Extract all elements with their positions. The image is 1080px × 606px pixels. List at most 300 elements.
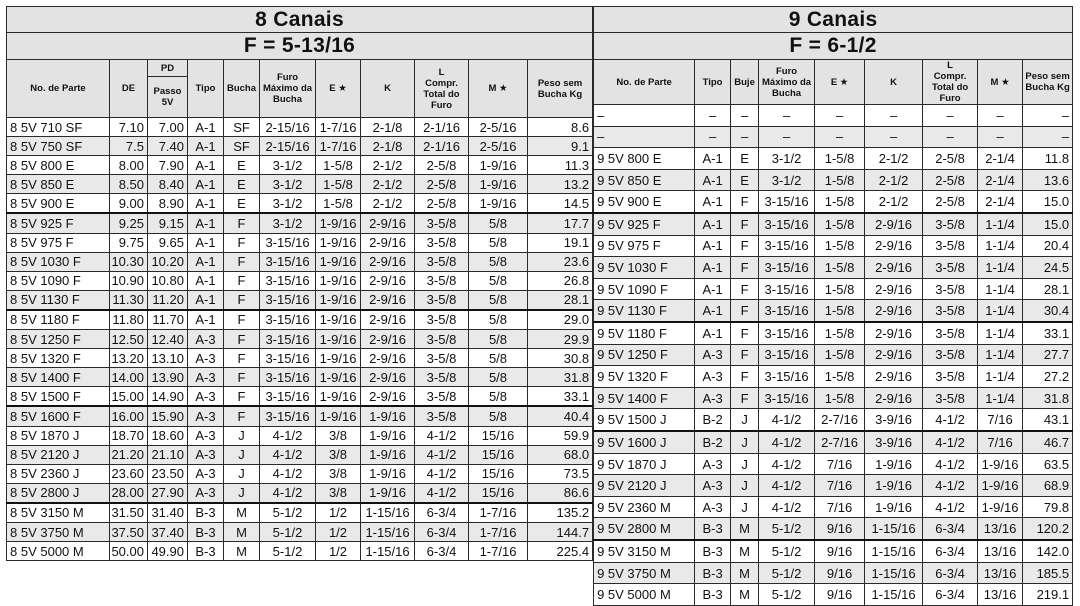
table-cell: 13.6 bbox=[1023, 169, 1073, 191]
table-cell: 4-1/2 bbox=[759, 431, 815, 453]
table-cell: F bbox=[731, 213, 759, 235]
table-cell: F bbox=[731, 322, 759, 344]
table-cell: 3-5/8 bbox=[415, 330, 469, 349]
table-cell: 2-9/16 bbox=[865, 235, 923, 257]
table-cell: 1-9/16 bbox=[865, 453, 923, 475]
table-cell: 1-9/16 bbox=[316, 406, 361, 426]
table-cell: 8 5V 850 E bbox=[7, 175, 110, 194]
table-cell: 20.4 bbox=[1023, 235, 1073, 257]
header-tipo-9: Tipo bbox=[695, 60, 731, 105]
table-cell: 3-15/16 bbox=[260, 387, 316, 407]
table-cell: 15/16 bbox=[469, 426, 528, 445]
table-cell: B-3 bbox=[188, 503, 224, 523]
table-cell: 4-1/2 bbox=[923, 431, 978, 453]
table-cell: A-3 bbox=[695, 366, 731, 388]
table-cell: 8 5V 1500 F bbox=[7, 387, 110, 407]
table-cell: 1-9/16 bbox=[865, 496, 923, 518]
header-l-9 bbox=[923, 60, 978, 105]
table-cell: 1-5/8 bbox=[316, 175, 361, 194]
table-cell: 1-5/8 bbox=[316, 156, 361, 175]
table-cell: 1-9/16 bbox=[316, 271, 361, 290]
table-cell: A-3 bbox=[695, 475, 731, 497]
table-cell: E bbox=[224, 194, 260, 214]
table-cell: 13/16 bbox=[978, 518, 1023, 540]
table-cell: 3/8 bbox=[316, 464, 361, 483]
table-row bbox=[594, 278, 1073, 300]
table-cell: 8 5V 1320 F bbox=[7, 349, 110, 368]
table-cell: 2-5/8 bbox=[415, 156, 469, 175]
table-cell: 5-1/2 bbox=[759, 584, 815, 606]
table-cell: 1-7/16 bbox=[316, 137, 361, 156]
table-cell: 185.5 bbox=[1023, 562, 1073, 584]
table-cell: M bbox=[731, 518, 759, 540]
table-cell: 3-15/16 bbox=[759, 300, 815, 322]
table-cell: 3-15/16 bbox=[759, 191, 815, 213]
table-cell: 9 5V 2800 M bbox=[594, 518, 695, 540]
table-row bbox=[594, 496, 1073, 518]
table-cell: 2-1/2 bbox=[865, 191, 923, 213]
table-cell: 13/16 bbox=[978, 562, 1023, 584]
table-cell: F bbox=[731, 191, 759, 213]
table-cell: 18.70 bbox=[110, 426, 148, 445]
table-cell: 2-9/16 bbox=[865, 278, 923, 300]
table-cell: 2-9/16 bbox=[361, 252, 415, 271]
table-cell: 4-1/2 bbox=[415, 483, 469, 503]
table-cell: 1-15/16 bbox=[361, 522, 415, 541]
table-cell: – bbox=[731, 126, 759, 148]
table-cell: 1-7/16 bbox=[469, 542, 528, 561]
table-cell: 2-9/16 bbox=[865, 366, 923, 388]
table-body-9-canais bbox=[594, 105, 1073, 606]
table-cell: 5/8 bbox=[469, 349, 528, 368]
table-cell: 3-1/2 bbox=[260, 194, 316, 214]
table-row bbox=[594, 453, 1073, 475]
table-cell: 1-5/8 bbox=[815, 191, 865, 213]
table-cell: 2-1/4 bbox=[978, 148, 1023, 170]
table-cell: 5/8 bbox=[469, 233, 528, 252]
table-cell: 2-1/2 bbox=[865, 169, 923, 191]
table-cell: A-1 bbox=[188, 213, 224, 233]
table-cell: 13.20 bbox=[110, 349, 148, 368]
table-cell: 3-5/8 bbox=[415, 213, 469, 233]
table-cell: 4-1/2 bbox=[260, 464, 316, 483]
table-cell: 1-9/16 bbox=[361, 426, 415, 445]
table-cell: 1-9/16 bbox=[865, 475, 923, 497]
table-cell: 3-5/8 bbox=[923, 235, 978, 257]
table-cell: A-1 bbox=[188, 271, 224, 290]
table-cell: 120.2 bbox=[1023, 518, 1073, 540]
table-cell: 3-9/16 bbox=[865, 409, 923, 431]
table-row bbox=[7, 156, 593, 175]
table-cell: 2-1/2 bbox=[361, 194, 415, 214]
table-cell: 1-9/16 bbox=[316, 387, 361, 407]
table-cell: SF bbox=[224, 118, 260, 137]
table-cell: 1-9/16 bbox=[978, 475, 1023, 497]
table-cell: 2-1/4 bbox=[978, 191, 1023, 213]
table-cell: 6-3/4 bbox=[923, 584, 978, 606]
table-cell: 2-15/16 bbox=[260, 137, 316, 156]
table-cell: 3-15/16 bbox=[759, 344, 815, 366]
table-cell: 3/8 bbox=[316, 483, 361, 503]
table-cell: F bbox=[731, 387, 759, 409]
subtitle-8-canais: F = 5-13/16 bbox=[7, 33, 593, 60]
table-cell: 9 5V 850 E bbox=[594, 169, 695, 191]
table-cell: 7/16 bbox=[815, 496, 865, 518]
table-cell: 144.7 bbox=[528, 522, 593, 541]
table-row bbox=[594, 169, 1073, 191]
header-buje-9: Buje bbox=[731, 60, 759, 105]
table-row bbox=[594, 322, 1073, 344]
table-cell: F bbox=[731, 300, 759, 322]
table-cell: 3-5/8 bbox=[923, 366, 978, 388]
table-cell: A-1 bbox=[188, 233, 224, 252]
table-cell: – bbox=[978, 105, 1023, 127]
table-cell: 1-9/16 bbox=[316, 252, 361, 271]
table-cell: F bbox=[731, 344, 759, 366]
table-cell: A-3 bbox=[188, 387, 224, 407]
table-row bbox=[594, 148, 1073, 170]
table-cell: – bbox=[923, 126, 978, 148]
header-m-9: M ★ bbox=[978, 60, 1023, 105]
table-cell: 13/16 bbox=[978, 540, 1023, 562]
table-cell: 2-15/16 bbox=[260, 118, 316, 137]
table-cell: 9.65 bbox=[148, 233, 188, 252]
table-cell: J bbox=[731, 431, 759, 453]
table-cell: 9 5V 1600 J bbox=[594, 431, 695, 453]
table-cell: F bbox=[224, 252, 260, 271]
table-cell: 3-15/16 bbox=[260, 290, 316, 310]
table-row bbox=[594, 213, 1073, 235]
table-cell: 30.8 bbox=[528, 349, 593, 368]
table-cell: A-1 bbox=[188, 290, 224, 310]
table-cell: – bbox=[923, 105, 978, 127]
table-cell: 2-9/16 bbox=[865, 257, 923, 279]
table-cell: 5/8 bbox=[469, 213, 528, 233]
table-row bbox=[594, 518, 1073, 540]
table-cell: A-3 bbox=[188, 330, 224, 349]
table-cell: 8.6 bbox=[528, 118, 593, 137]
table-cell: M bbox=[731, 584, 759, 606]
table-cell: 8 5V 1400 F bbox=[7, 368, 110, 387]
table-cell: 12.50 bbox=[110, 330, 148, 349]
table-cell: 59.9 bbox=[528, 426, 593, 445]
header-l-desc-9: Compr. Total do Furo bbox=[931, 71, 969, 104]
table-cell: 37.40 bbox=[148, 522, 188, 541]
table-cell: 2-9/16 bbox=[361, 213, 415, 233]
table-cell: 3-1/2 bbox=[759, 169, 815, 191]
table-cell: 1-9/16 bbox=[361, 406, 415, 426]
table-cell: F bbox=[731, 366, 759, 388]
table-cell: 31.50 bbox=[110, 503, 148, 523]
table-cell: 27.2 bbox=[1023, 366, 1073, 388]
table-cell: 4-1/2 bbox=[923, 409, 978, 431]
table-cell: A-1 bbox=[188, 137, 224, 156]
table-cell: 8 5V 2120 J bbox=[7, 445, 110, 464]
table-cell: 1/2 bbox=[316, 522, 361, 541]
header-l bbox=[415, 60, 469, 118]
table-cell: 5-1/2 bbox=[759, 540, 815, 562]
table-row bbox=[7, 542, 593, 561]
table-cell: 28.1 bbox=[1023, 278, 1073, 300]
table-cell: 1-1/4 bbox=[978, 235, 1023, 257]
table-cell: 1-9/16 bbox=[361, 483, 415, 503]
table-cell: 5/8 bbox=[469, 330, 528, 349]
table-cell: 1/2 bbox=[316, 542, 361, 561]
table-cell: A-1 bbox=[695, 300, 731, 322]
table-cell: A-1 bbox=[695, 257, 731, 279]
table-cell: 9 5V 1500 J bbox=[594, 409, 695, 431]
table-cell: J bbox=[731, 409, 759, 431]
table-cell: 1-9/16 bbox=[469, 156, 528, 175]
table-cell: A-1 bbox=[188, 118, 224, 137]
table-cell: 9.75 bbox=[110, 233, 148, 252]
table-row bbox=[7, 387, 593, 407]
table-cell: 2-9/16 bbox=[865, 387, 923, 409]
table-cell: 4-1/2 bbox=[923, 496, 978, 518]
table-cell: 2-1/8 bbox=[361, 137, 415, 156]
table-row bbox=[594, 540, 1073, 562]
table-cell: 27.90 bbox=[148, 483, 188, 503]
table-row bbox=[594, 344, 1073, 366]
table-cell: 1-9/16 bbox=[469, 175, 528, 194]
table-cell: 4-1/2 bbox=[759, 453, 815, 475]
table-cell: A-1 bbox=[188, 156, 224, 175]
table-cell: 8 5V 2360 J bbox=[7, 464, 110, 483]
table-cell: – bbox=[695, 105, 731, 127]
header-peso-9: Peso sem Bucha Kg bbox=[1023, 60, 1073, 105]
table-cell: 16.00 bbox=[110, 406, 148, 426]
table-cell: 1-1/4 bbox=[978, 366, 1023, 388]
table-cell: 2-1/8 bbox=[361, 118, 415, 137]
table-cell: 3-5/8 bbox=[415, 233, 469, 252]
table-cell: 3-15/16 bbox=[260, 271, 316, 290]
table-cell: 9/16 bbox=[815, 518, 865, 540]
table-cell: 9/16 bbox=[815, 540, 865, 562]
table-cell: A-1 bbox=[188, 194, 224, 214]
table-row bbox=[7, 233, 593, 252]
table-cell: 5/8 bbox=[469, 310, 528, 330]
table-cell: 2-1/4 bbox=[978, 169, 1023, 191]
table-cell: 2-5/8 bbox=[923, 148, 978, 170]
table-cell: A-1 bbox=[695, 213, 731, 235]
table-cell: 8 5V 975 F bbox=[7, 233, 110, 252]
table-cell: B-2 bbox=[695, 409, 731, 431]
table-cell: 5/8 bbox=[469, 368, 528, 387]
table-cell: 3-15/16 bbox=[260, 368, 316, 387]
table-cell: 49.90 bbox=[148, 542, 188, 561]
table-cell: 3-5/8 bbox=[923, 387, 978, 409]
table-cell: 9 5V 1320 F bbox=[594, 366, 695, 388]
table-cell: 9 5V 3150 M bbox=[594, 540, 695, 562]
table-cell: 3-5/8 bbox=[923, 257, 978, 279]
table-cell: 7/16 bbox=[815, 453, 865, 475]
table-cell: 1-5/8 bbox=[815, 169, 865, 191]
table-cell: 2-9/16 bbox=[361, 368, 415, 387]
table-cell: 1-1/4 bbox=[978, 257, 1023, 279]
table-cell: 3-15/16 bbox=[260, 252, 316, 271]
table-cell: 40.4 bbox=[528, 406, 593, 426]
table-cell: 2-1/2 bbox=[865, 148, 923, 170]
table-cell: B-3 bbox=[695, 562, 731, 584]
table-cell: 9.00 bbox=[110, 194, 148, 214]
table-cell: 31.40 bbox=[148, 503, 188, 523]
table-cell: 10.80 bbox=[148, 271, 188, 290]
table-cell: 1-9/16 bbox=[361, 464, 415, 483]
table-cell: 9.15 bbox=[148, 213, 188, 233]
table-cell: 12.40 bbox=[148, 330, 188, 349]
table-cell: 10.90 bbox=[110, 271, 148, 290]
table-cell: 15.90 bbox=[148, 406, 188, 426]
table-cell: 1-15/16 bbox=[865, 518, 923, 540]
table-cell: A-1 bbox=[695, 148, 731, 170]
table-row bbox=[7, 310, 593, 330]
table-cell: 15.0 bbox=[1023, 191, 1073, 213]
table-cell: A-3 bbox=[188, 426, 224, 445]
table-cell: 2-5/8 bbox=[923, 169, 978, 191]
table-cell: 8.40 bbox=[148, 175, 188, 194]
table-cell: 7.40 bbox=[148, 137, 188, 156]
table-cell: 2-7/16 bbox=[815, 409, 865, 431]
table-cell: 2-9/16 bbox=[361, 310, 415, 330]
table-cell: A-3 bbox=[188, 483, 224, 503]
table-cell: 3-15/16 bbox=[759, 257, 815, 279]
table-cell: 4-1/2 bbox=[260, 445, 316, 464]
table-cell: 2-9/16 bbox=[865, 322, 923, 344]
table-cell: A-3 bbox=[695, 496, 731, 518]
table-cell: 4-1/2 bbox=[415, 426, 469, 445]
table-cell: 6-3/4 bbox=[923, 562, 978, 584]
table-cell: 1-1/4 bbox=[978, 278, 1023, 300]
table-cell: 1-9/16 bbox=[316, 290, 361, 310]
table-cell: M bbox=[224, 542, 260, 561]
table-cell: 28.00 bbox=[110, 483, 148, 503]
table-cell: 11.80 bbox=[110, 310, 148, 330]
table-cell: 8 5V 750 SF bbox=[7, 137, 110, 156]
table-cell: 8 5V 925 F bbox=[7, 213, 110, 233]
table-cell: 7.10 bbox=[110, 118, 148, 137]
table-cell: 2-9/16 bbox=[361, 387, 415, 407]
table-cell: 6-3/4 bbox=[415, 522, 469, 541]
table-cell: 3-15/16 bbox=[759, 235, 815, 257]
table-cell: – bbox=[594, 126, 695, 148]
header-tipo: Tipo bbox=[188, 60, 224, 118]
table-cell: 9 5V 1180 F bbox=[594, 322, 695, 344]
table-cell: 68.9 bbox=[1023, 475, 1073, 497]
table-cell: B-3 bbox=[695, 584, 731, 606]
table-cell: M bbox=[224, 522, 260, 541]
table-cell: B-3 bbox=[188, 522, 224, 541]
table-cell: 7/16 bbox=[978, 431, 1023, 453]
table-cell: 2-1/2 bbox=[361, 175, 415, 194]
table-cell: 26.8 bbox=[528, 271, 593, 290]
table-cell: 1-9/16 bbox=[316, 213, 361, 233]
table-cell: 2-9/16 bbox=[361, 271, 415, 290]
table-cell: 3-15/16 bbox=[260, 406, 316, 426]
table-cell: 2-9/16 bbox=[361, 233, 415, 252]
table-cell: 1-15/16 bbox=[865, 540, 923, 562]
table-cell: 9 5V 1130 F bbox=[594, 300, 695, 322]
table-cell: 8 5V 1180 F bbox=[7, 310, 110, 330]
header-passo: Passo 5V bbox=[148, 77, 188, 118]
table-cell: A-1 bbox=[188, 175, 224, 194]
table-cell: 1-1/4 bbox=[978, 213, 1023, 235]
table-cell: 7/16 bbox=[978, 409, 1023, 431]
table-cell: 8.50 bbox=[110, 175, 148, 194]
table-row bbox=[7, 522, 593, 541]
table-cell: – bbox=[865, 105, 923, 127]
table-cell: 46.7 bbox=[1023, 431, 1073, 453]
table-cell: 1-1/4 bbox=[978, 344, 1023, 366]
table-cell: 9.1 bbox=[528, 137, 593, 156]
table-cell: F bbox=[731, 278, 759, 300]
header-e: E ★ bbox=[316, 60, 361, 118]
table-cell: 3-5/8 bbox=[415, 406, 469, 426]
table-cell: B-2 bbox=[695, 431, 731, 453]
table-cell: – bbox=[1023, 105, 1073, 127]
table-cell: 3-5/8 bbox=[923, 213, 978, 235]
table-cell: 1-15/16 bbox=[865, 562, 923, 584]
table-row bbox=[594, 235, 1073, 257]
table-cell: 3-5/8 bbox=[923, 300, 978, 322]
header-e-9: E ★ bbox=[815, 60, 865, 105]
table-cell: 1-9/16 bbox=[316, 330, 361, 349]
table-cell: 6-3/4 bbox=[415, 503, 469, 523]
table-row bbox=[7, 271, 593, 290]
table-row bbox=[7, 118, 593, 137]
table-row bbox=[594, 431, 1073, 453]
pulley-spec-sheet bbox=[6, 6, 1073, 603]
table-cell: 68.0 bbox=[528, 445, 593, 464]
table-cell: 10.20 bbox=[148, 252, 188, 271]
table-cell: 8.90 bbox=[148, 194, 188, 214]
table-cell: A-1 bbox=[695, 169, 731, 191]
table-cell: 2-5/8 bbox=[415, 175, 469, 194]
table-cell: 1/2 bbox=[316, 503, 361, 523]
table-cell: 1-1/4 bbox=[978, 300, 1023, 322]
table-cell: 9 5V 1030 F bbox=[594, 257, 695, 279]
table-cell: 3-5/8 bbox=[923, 278, 978, 300]
table-cell: B-3 bbox=[695, 518, 731, 540]
table-cell: SF bbox=[224, 137, 260, 156]
table-cell: 6-3/4 bbox=[923, 540, 978, 562]
table-cell: F bbox=[224, 310, 260, 330]
title-8-canais: 8 Canais bbox=[7, 7, 593, 33]
table-cell: 5-1/2 bbox=[260, 542, 316, 561]
table-cell: – bbox=[731, 105, 759, 127]
header-l-letter-9: L bbox=[947, 60, 953, 71]
table-cell: 5/8 bbox=[469, 387, 528, 407]
table-cell: 13.2 bbox=[528, 175, 593, 194]
table-cell: 3-1/2 bbox=[260, 213, 316, 233]
table-row bbox=[594, 300, 1073, 322]
table-row bbox=[7, 464, 593, 483]
table-cell: 3/8 bbox=[316, 426, 361, 445]
table-cell: J bbox=[224, 426, 260, 445]
table-cell: 86.6 bbox=[528, 483, 593, 503]
table-cell: 1-7/16 bbox=[469, 522, 528, 541]
table-cell: 4-1/2 bbox=[923, 475, 978, 497]
table-cell: 14.90 bbox=[148, 387, 188, 407]
table-8-canais bbox=[6, 6, 593, 561]
table-cell: A-1 bbox=[188, 310, 224, 330]
table-cell: 1-5/8 bbox=[815, 387, 865, 409]
table-cell: M bbox=[731, 562, 759, 584]
table-cell: 7.00 bbox=[148, 118, 188, 137]
table-cell: 8 5V 900 E bbox=[7, 194, 110, 214]
header-furo-9: Furo Máximo da Bucha bbox=[759, 60, 815, 105]
table-cell: J bbox=[731, 496, 759, 518]
table-cell: 4-1/2 bbox=[759, 496, 815, 518]
